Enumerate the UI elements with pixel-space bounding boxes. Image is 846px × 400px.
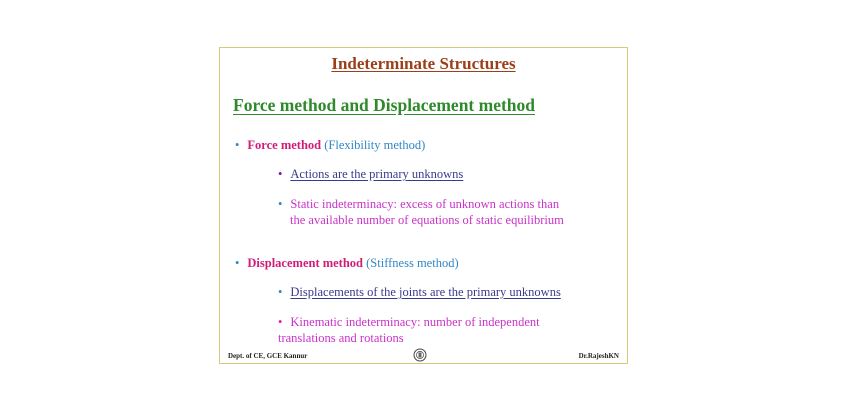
bullet-dot: •	[235, 256, 240, 270]
displacement-point-2-continued: translations and rotations	[278, 331, 404, 345]
slide-title	[220, 54, 627, 74]
footer-department: Dept. of CE, GCE Kannur	[228, 352, 308, 360]
college-emblem-icon	[413, 348, 427, 362]
force-method-paren: (Flexibility method)	[321, 138, 426, 152]
bullet-dot: •	[278, 197, 283, 211]
force-point-1	[278, 166, 463, 182]
force-method-keyword: Force method	[247, 138, 322, 152]
displacement-method-paren: (Stiffness method)	[363, 256, 459, 270]
force-point-1-text: Actions are the primary unknowns	[290, 167, 464, 181]
bullet-dot: •	[278, 285, 283, 299]
displacement-method-keyword: Displacement method	[247, 256, 364, 270]
footer-author: Dr.RajeshKN	[578, 352, 619, 360]
slide-subtitle: Force method and Displacement method	[233, 95, 536, 115]
displacement-point-1	[278, 284, 561, 300]
force-point-2-continued: the available number of equations of static equilibrium	[290, 213, 564, 227]
displacement-point-2-line1: Kinematic indeterminacy: number of independent	[290, 315, 540, 329]
force-point-2	[278, 196, 559, 212]
force-point-2-line1: Static indeterminacy: excess of unknown actions than	[290, 197, 560, 211]
bullet-dot: •	[278, 315, 283, 329]
displacement-method-bullet	[235, 255, 459, 271]
bullet-dot: •	[235, 138, 240, 152]
bullet-dot: •	[278, 167, 283, 181]
displacement-point-1-text: Displacements of the joints are the primary unknowns	[290, 285, 561, 299]
slide	[219, 47, 628, 364]
force-method-bullet	[235, 137, 425, 153]
displacement-point-2	[278, 314, 540, 330]
slide-title-text: Indeterminate Structures	[331, 54, 516, 73]
